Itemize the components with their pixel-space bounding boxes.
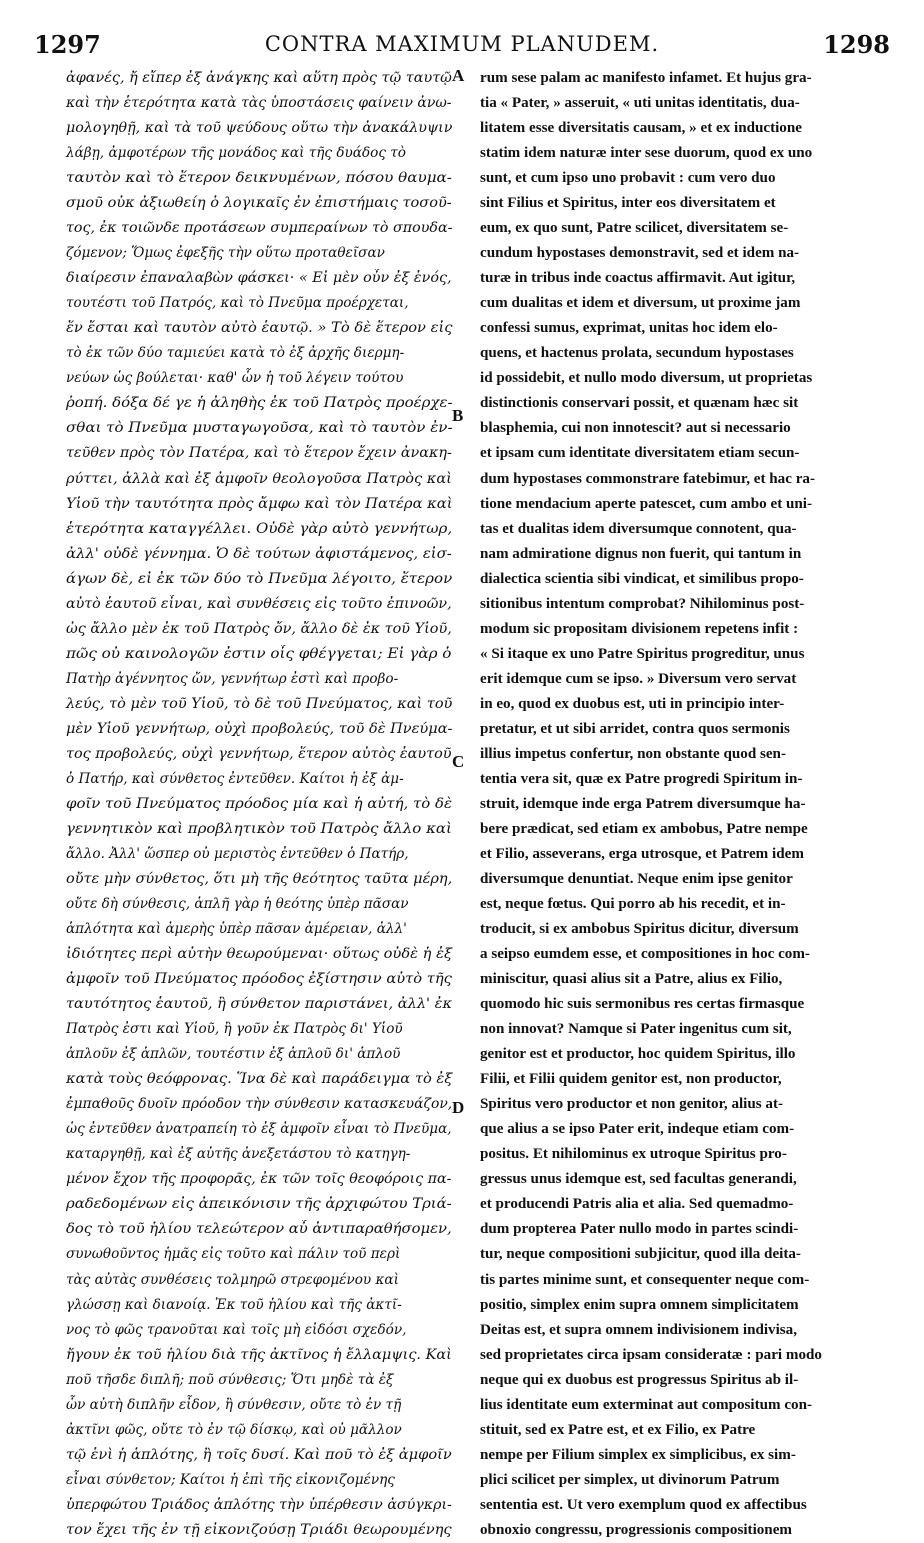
greek-text-line: μένον ἔχον τῆς προφορᾶς, ἐκ τῶν τοῖς θεοφόροις πα-: [66, 1171, 452, 1188]
greek-text-line: ἀφανές, ἤ εἴπερ ἐξ ἀνάγκης καὶ αὕτη πρὸς τῷ ταυτῷ: [66, 70, 452, 86]
latin-text-line: non innovat? Namque si Pater ingenitus cum sit,: [480, 1021, 792, 1038]
latin-text-line: litatem esse diversitatis causam, » et ex inductione: [480, 120, 802, 137]
latin-text-line: struit, idemque inde erga Patrem diversumque ha-: [480, 795, 806, 812]
greek-text-line: τεῦθεν πρὸς τὸν Πατέρα, καὶ τὸ ἕτερον ἔχειν ἀνακη-: [66, 445, 452, 462]
latin-text-line: plici scilicet per simplex, ut divinorum Patrum: [480, 1471, 780, 1488]
greek-text-line: τῷ ἑνὶ ἡ ἁπλότης, ἢ τοῖς δυσί. Καὶ ποῦ τὸ ἐξ ἀμφοῖν: [66, 1446, 452, 1463]
latin-text-line: quens, et hactenus prolata, secundum hypostases: [480, 345, 794, 362]
greek-text-line: δος τὸ τοῦ ἡλίου τελεώτερον αὖ ἀντιπαραθήσομεν,: [66, 1221, 452, 1238]
latin-text-line: stituit, sed ex Patre est, et ex Filio, ex Patre: [480, 1421, 756, 1438]
greek-text-line: νος τὸ φῶς τρανοῦται καὶ τοῖς μὴ εἰδόσι σχεδόν,: [66, 1321, 407, 1338]
latin-text-line: Filii, et Filii quidem genitor est, non productor,: [480, 1071, 782, 1088]
greek-text-line: ἀμφοῖν τοῦ Πνεύματος πρόοδος ἐξίστησιν αὐτὸ τῆς: [66, 971, 452, 988]
latin-text-line: tentia vera sit, quæ ex Patre progredi Spiritum in-: [480, 770, 803, 787]
latin-text-line: sententia est. Ut vero exemplum quod ex affectibus: [480, 1496, 807, 1513]
latin-text-line: tia « Pater, » asseruit, « uti unitas identitatis, dua-: [480, 95, 800, 112]
latin-text-line: Deitas est, et supra omnem indivisionem indivisa,: [480, 1321, 797, 1338]
greek-text-line: άγων δὲ, εἰ ἐκ τῶν δύο τὸ Πνεῦμα λέγοιτο, ἕτερον: [66, 570, 453, 587]
greek-text-line: γεννητικὸν καὶ προβλητικὸν τοῦ Πατρὸς ἄλλο καὶ: [66, 820, 452, 837]
latin-column: [480, 66, 892, 1543]
greek-text-line: ἄλλο. Ἀλλ' ὥσπερ οὐ μεριστὸς ἐντεῦθεν ὁ Πατήρ,: [66, 845, 409, 862]
greek-text-line: ποῦ τῆσδε διπλῆ; ποῦ σύνθεσις; Ὅτι μηδὲ τὰ ἐξ: [66, 1371, 394, 1388]
greek-text-line: ταυτὸν καὶ τὸ ἕτερον δεικνυμένων, πόσου θαυμα-: [66, 170, 452, 187]
greek-text-line: λεύς, τὸ μὲν τοῦ Υἱοῦ, τὸ δὲ τοῦ Πνεύματος, καὶ τοῦ: [66, 695, 453, 712]
section-marker-c: C: [452, 752, 465, 771]
greek-text-line: ὡς ἐντεῦθεν ἀνατραπείη τὸ ἐξ ἀμφοῖν εἶναι τὸ Πνεῦμα,: [66, 1121, 452, 1138]
latin-text-line: erit idemque cum se ipso. » Diversum vero servat: [480, 670, 797, 687]
greek-text-line: τος, ἐκ τοιῶνδε προτάσεων συμπεραίνων τὸ σπουδα-: [66, 220, 453, 237]
greek-text-line: τὸ ἐκ τῶν δύο ταμιεύει κατὰ τὸ ἐξ ἀρχῆς διερμη-: [66, 345, 405, 362]
greek-text-line: ραδεδομένων εἰς ἀπεικόνισιν τῆς ἀρχιφώτου Τριά-: [66, 1196, 452, 1213]
latin-text-line: cum dualitas et idem et diversum, ut proxime jam: [480, 295, 801, 312]
greek-text-line: νεύων ὡς βούλεται· καθ' ὧν ἡ τοῦ λέγειν τούτου: [66, 370, 404, 387]
latin-text-line: blasphemia, cui non innotescit? aut si necessario: [480, 420, 791, 437]
latin-text-line: bere prædicat, sed etiam ex ambobus, Patre nempe: [480, 820, 808, 837]
latin-text-line: genitor est et productor, hoc quidem Spiritus, illo: [480, 1046, 796, 1063]
greek-text-line: διαίρεσιν ἐπαναλαβὼν φάσκει· « Εἰ μὲν οὖν ἐξ ἑνός,: [66, 270, 452, 287]
latin-text-line: est, neque fœtus. Qui porro ab his recedit, et in-: [480, 896, 786, 913]
greek-text-line: συνωθοῦντος ἡμᾶς εἰς τοῦτο καὶ πάλιν τοῦ περὶ: [66, 1246, 401, 1263]
latin-text-line: Spiritus vero productor et non genitor, alius at-: [480, 1096, 784, 1113]
latin-text-line: sed proprietates circa ipsam consideratæ : pari modo: [480, 1346, 822, 1363]
latin-text-line: cundum hypostases demonstravit, sed et idem na-: [480, 245, 800, 262]
greek-text-line: σμοῦ οὐκ ἀξιωθείη ὁ λογικαῖς ἐν ἐπιστήμαις τοσοῦ-: [66, 195, 452, 212]
running-title: CONTRA MAXIMUM PLANUDEM.: [264, 32, 660, 56]
greek-text-line: σθαι τὸ Πνεῦμα μυσταγωγοῦσα, καὶ τὸ ταυτὸν ἐν-: [66, 420, 453, 437]
latin-text-line: modum sic propositam divisionem repetens infit :: [480, 620, 799, 637]
page-number-left: 1297: [34, 30, 101, 59]
greek-text-line: ἀλλ' οὐδὲ γέννημα. Ὁ δὲ τούτων ἀφιστάμενος, εἰσ-: [66, 545, 452, 562]
greek-text-line: ὧν αὐτὴ διπλῆν εἶδον, ἢ σύνθεσιν, οὔτε τὸ ἐν τῇ: [66, 1396, 402, 1413]
greek-text-line: ὁ Πατήρ, καὶ σύνθετος ἐντεῦθεν. Καίτοι ἡ ἐξ ἀμ-: [66, 770, 404, 787]
greek-text-line: Πατρὸς ἐστι καὶ Υἱοῦ, ἢ γοῦν ἐκ Πατρὸς δι' Υἱοῦ: [66, 1021, 403, 1038]
latin-text-line: dum propterea Pater nullo modo in partes scindi-: [480, 1221, 799, 1238]
greek-text-line: ἁπλοῦν ἐξ ἁπλῶν, τουτέστιν ἐξ ἁπλοῦ δι' ἁπλοῦ: [66, 1046, 401, 1063]
greek-text-line: οὔτε μὴν σύνθετος, ὅτι μὴ τῆς θεότητος ταῦτα μέρη,: [66, 871, 453, 887]
latin-text-line: nempe per Filium simplex ex simplicibus, ex sim-: [480, 1446, 796, 1463]
greek-text-line: μολογηθῇ, καὶ τὰ τοῦ ψεύδους οὕτω τὴν ἀνακάλυψιν: [66, 120, 453, 137]
latin-text-line: tis partes minime sunt, et consequenter neque com-: [480, 1271, 810, 1288]
latin-text-line: et Filio, asseverans, erga utrosque, et Patrem idem: [480, 845, 804, 862]
greek-text-line: ῥοπή. δόξα δέ γε ἡ ἀληθὴς ἐκ τοῦ Πατρὸς προέρχε-: [66, 395, 453, 412]
latin-text-line: tione mendacium aperte patescet, cum ambo et uni-: [480, 495, 813, 512]
greek-text-line: ταυτότητος ἑαυτοῦ, ἢ σύνθετον παριστάνει, ἀλλ' ἐκ: [66, 996, 453, 1013]
latin-text-line: sint Filius et Spiritus, inter eos diversitatem et: [480, 195, 776, 212]
latin-text-line: rum sese palam ac manifesto infamet. Et hujus gra-: [480, 70, 812, 86]
greek-text-line: γλώσσῃ καὶ διανοίᾳ. Ἐκ τοῦ ἡλίου καὶ τῆς ἀκτῖ-: [66, 1296, 402, 1313]
greek-text-line: καταργηθῇ, καὶ ἐξ αὐτῆς ἀνεξετάστου τὸ κατηγη-: [66, 1146, 411, 1163]
greek-text-line: τος προβολεύς, οὐχὶ γεννήτωρ, ἕτερον αὐτὸς ἑαυτοῦ: [66, 745, 452, 762]
latin-text-line: positio, simplex enim supra omnem simplicitatem: [480, 1296, 799, 1313]
latin-text-line: statim idem naturæ inter sese duorum, quod ex uno: [480, 145, 813, 162]
page-number-right: 1298: [823, 30, 890, 59]
latin-text-line: et producendi Patris alia et alia. Sed quemadmo-: [480, 1196, 794, 1213]
greek-text-line: τὰς αὐτὰς συνθέσεις τολμηρῶ στρεφομένου καὶ: [66, 1271, 399, 1288]
greek-text-line: κατὰ τοὺς θεόφρονας. Ἵνα δὲ καὶ παράδειγμα τὸ ἐξ: [66, 1071, 453, 1088]
latin-text-line: obnoxio congressu, progressionis compositionem: [480, 1521, 792, 1538]
latin-text-line: distinctionis conservari possit, et quænam hæc sit: [480, 395, 799, 412]
greek-text-line: ἰδιότητες περὶ αὐτὴν θεωρούμεναι· οὕτως οὐδὲ ἡ ἐξ: [66, 946, 453, 963]
latin-text-line: id possidebit, et nullo modo diversum, ut proprietas: [480, 370, 813, 387]
section-marker-d: D: [452, 1098, 465, 1117]
greek-text-line: ἐμπαθοῦς δυοῖν πρόοδον τὴν σύνθεσιν κατασκευάζον,: [66, 1096, 453, 1113]
greek-text-line: εἶναι σύνθετον; Καίτοι ἡ ἐπὶ τῆς εἰκονιζομένης: [66, 1471, 395, 1488]
latin-text-line: nam admiratione dignus non fuerit, qui tantum in: [480, 545, 802, 562]
latin-text-line: turæ in tribus inde coactus affirmavit. Aut igitur,: [480, 270, 796, 287]
latin-text-line: miniscitur, quasi alius sit a Patre, alius ex Filio,: [480, 971, 783, 988]
latin-text-line: troducit, si ex ambobus Spiritus dicitur, diversum: [480, 921, 799, 938]
section-marker-b: B: [452, 406, 464, 425]
latin-text-line: neque qui ex duobus est progressus Spiritus ab il-: [480, 1371, 799, 1388]
latin-text-line: sitionibus intentum comprobat? Nihilominus post-: [480, 595, 805, 612]
latin-text-line: positus. Et nihilominus ex utroque Spiritus pro-: [480, 1146, 787, 1163]
section-marker-a: A: [452, 66, 465, 85]
greek-text-line: Πατὴρ ἀγέννητος ὤν, γεννήτωρ ἐστὶ καὶ προβο-: [66, 670, 399, 687]
latin-text-line: in eo, quod ex duobus est, uti in principio inter-: [480, 695, 785, 712]
latin-text-line: pretatur, et ut sibi arridet, contra quos sermonis: [480, 720, 790, 737]
greek-text-line: αὐτὸ ἑαυτοῦ εἶναι, καὶ συνθέσεις εἰς τοῦτο ἐπινοῶν,: [66, 595, 452, 612]
greek-text-line: πῶς οὐ καινολογῶν ἐστιν οἷς φθέγγεται; Εἰ γὰρ ὁ: [66, 645, 452, 662]
greek-text-line: ὑπερφώτου Τριάδος ἁπλότης τὴν ὑπέρθεσιν ἀσύγκρι-: [66, 1496, 452, 1513]
greek-text-line: ἑτερότητα καταγγέλλει. Οὐδὲ γὰρ αὐτὸ γεννήτωρ,: [66, 520, 453, 537]
greek-text-line: οὔτε δὴ σύνθεσις, ἁπλῆ γὰρ ἡ θεότης ὑπὲρ πᾶσαν: [66, 896, 409, 913]
latin-text-line: sunt, et cum ipso uno probavit : cum vero duo: [480, 170, 776, 187]
greek-text-line: ἕν ἔσται καὶ ταυτὸν αὐτὸ ἑαυτῷ. » Τὸ δὲ ἕτερον εἰς: [66, 320, 453, 337]
greek-text-line: ἀκτῖνι φῶς, οὔτε τὸ ἐν τῷ δίσκῳ, καὶ οὐ μᾶλλον: [66, 1421, 402, 1438]
latin-text-line: dialectica scientia sibi vindicat, et similibus propo-: [480, 570, 804, 587]
greek-text-line: ρύττει, ἀλλὰ καὶ ἐξ ἀμφοῖν θεολογοῦσα Πατρὸς καὶ: [66, 470, 452, 487]
latin-text-line: diversumque denuntiat. Neque enim ipse genitor: [480, 871, 793, 887]
latin-text-line: et ipsam cum identitate diversitatem etiam secun-: [480, 445, 800, 462]
greek-text-line: λάβῃ, ἀμφοτέρων τῆς μονάδος καὶ τῆς δυάδος τὸ: [66, 145, 406, 162]
greek-text-line: ἁπλότητα καὶ ἀμερὴς ὑπὲρ πᾶσαν ἀμέρειαν, ἀλλ': [66, 921, 407, 938]
greek-text-line: τουτέστι τοῦ Πατρός, καὶ τὸ Πνεῦμα προέρχεται,: [66, 295, 409, 312]
greek-text-line: φοῖν τοῦ Πνεύματος πρόοδος μία καὶ ἡ αὐτή, τὸ δὲ: [66, 795, 452, 812]
latin-text-line: tur, neque compositioni subjicitur, quod illa deita-: [480, 1246, 801, 1263]
greek-text-line: Υἱοῦ τὴν ταυτότητα πρὸς ἄμφω καὶ τὸν Πατέρα καὶ: [66, 495, 453, 512]
latin-text-line: tas et dualitas idem diversumque connotent, qua-: [480, 520, 797, 537]
latin-text-line: dum hypostases commonstrare fatebimur, et hac ra-: [480, 470, 815, 487]
greek-text-line: καὶ τὴν ἑτερότητα κατὰ τὰς ὑποστάσεις φαίνειν ἀνω-: [66, 95, 452, 112]
greek-text-line: ὡς ἄλλο μὲν ἐκ τοῦ Πατρὸς ὄν, ἄλλο δὲ ἐκ τοῦ Υἱοῦ,: [66, 620, 452, 637]
latin-text-line: confessi sumus, exprimat, unitas hoc idem elo-: [480, 320, 778, 337]
greek-text-line: τον ἔχει τῆς ἐν τῇ εἰκονιζούσῃ Τριάδι θεωρουμένης: [66, 1521, 452, 1538]
greek-text-line: ἤγουν ἐκ τοῦ ἡλίου διὰ τῆς ἀκτῖνος ἡ ἔλλαμψις. Καὶ: [66, 1346, 452, 1363]
page-header: [34, 30, 890, 60]
latin-text-line: eum, ex quo sunt, Patre scilicet, diversitatem se-: [480, 220, 789, 237]
latin-text-line: illius impetus confertur, non obstante quod sen-: [480, 745, 786, 762]
latin-text-line: lius identitate eum exterminat aut compositum con-: [480, 1396, 813, 1413]
latin-text-line: « Si itaque ex uno Patre Spiritus progreditur, unus: [480, 645, 805, 662]
latin-text-line: a seipso eumdem esse, et compositiones in hoc com-: [480, 946, 810, 963]
greek-text-line: ζόμενον; Ὅμως ἐφεξῆς τὴν οὕτω προταθεῖσαν: [66, 245, 385, 262]
latin-text-line: que alius a se ipso Pater erit, indeque etiam com-: [480, 1121, 795, 1138]
latin-text-line: gressus unus idemque est, sed facultas generandi,: [480, 1171, 797, 1188]
latin-text-line: quomodo hic suis sermonibus res certas firmasque: [480, 996, 805, 1013]
greek-text-line: μὲν Υἱοῦ γεννήτωρ, οὐχὶ προβολεύς, τοῦ δὲ Πνεύμα-: [66, 720, 453, 737]
greek-column: [66, 66, 464, 1543]
